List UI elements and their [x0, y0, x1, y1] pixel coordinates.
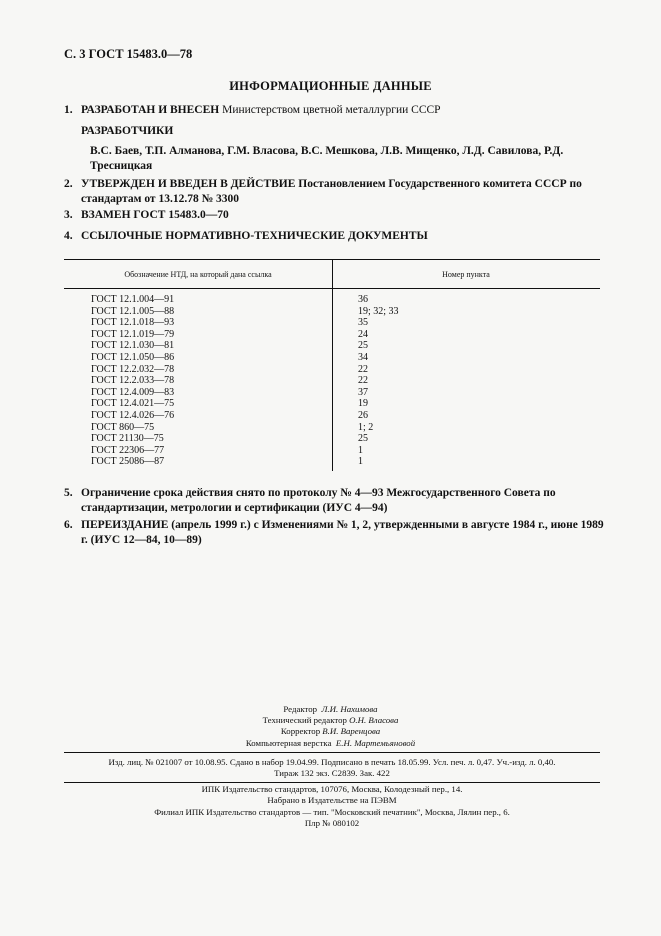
table-col-clause: [358, 294, 399, 468]
table-cell: ГОСТ 12.4.021—75: [91, 398, 175, 410]
item-text: Министерством цветной металлургии СССР: [219, 104, 441, 116]
table-cell: 25: [358, 340, 368, 352]
table-cell: 19; 32; 33: [358, 305, 399, 317]
item-number: 2.: [64, 178, 73, 190]
table-cell: 26: [358, 409, 368, 421]
table-cell: ГОСТ 12.1.050—86: [91, 351, 175, 363]
table-cell: ГОСТ 12.2.033—78: [91, 375, 175, 387]
print-info-line: Изд. лиц. № 021007 от 10.08.95. Сдано в набор 19.04.99. Подписано в печать 18.05.99. Усл. печ. л. 0,47. Уч.-изд. л. 0,40.: [108, 757, 556, 767]
item-heading: УТВЕРЖДЕН И ВВЕДЕН В ДЕЙСТВИЕ: [81, 178, 296, 190]
table-cell: ГОСТ 12.1.030—81: [91, 340, 175, 352]
table-cell: 24: [358, 328, 368, 340]
table-cell: 1; 2: [358, 421, 374, 433]
item-heading: ПЕРЕИЗДАНИЕ (апрель 1999 г.) с Изменениями № 1, 2, утвержденными в августе 1984 г., июне 1989 г. (ИУС 12—84, 10—89): [81, 519, 604, 546]
table-cell: ГОСТ 22306—77: [91, 444, 165, 456]
info-item-6: [64, 518, 604, 548]
table-cell: ГОСТ 12.4.009—83: [91, 386, 175, 398]
developers-list: В.С. Баев, Т.П. Алманова, Г.М. Власова, В.С. Мешкова, Л.В. Мищенко, Л.Д. Савилова, Р.Д. Тресницкая: [90, 145, 564, 172]
item-heading: Ограничение срока действия снято по протоколу № 4—93 Межгосударственного Совета по стандартизации, метрологии и сертификации (ИУС 4—94): [81, 487, 556, 514]
info-item-3: [64, 208, 604, 223]
table-header-clause: Номер пункта: [442, 270, 490, 279]
table-cell: 37: [358, 386, 368, 398]
table-cell: 19: [358, 398, 368, 410]
table-cell: 22: [358, 375, 368, 387]
page-title: ИНФОРМАЦИОННЫЕ ДАННЫЕ: [229, 79, 432, 93]
table-cell: ГОСТ 12.2.032—78: [91, 363, 175, 375]
table-cell: ГОСТ 12.1.019—79: [91, 328, 175, 340]
table-cell: ГОСТ 12.1.018—93: [91, 317, 175, 329]
credit-line: Компьютерная верстка Е.Н. Мартемьяновой: [245, 737, 416, 748]
info-item-4: [64, 229, 604, 244]
item-text: Постановлением Государственного комитета СССР по стандартам от 13.12.78 № 3300: [81, 178, 582, 205]
table-col-ntd: [91, 294, 174, 468]
imprint-rule-bottom: [64, 782, 600, 783]
table-cell: 1: [358, 444, 363, 456]
table-header-ntd: Обозначение НТД, на который дана ссылка: [124, 270, 272, 279]
item-heading: ВЗАМЕН ГОСТ 15483.0—70: [81, 209, 229, 221]
credit-line: Редактор Л.И. Нахимова: [283, 704, 378, 714]
item-number: 1.: [64, 104, 73, 116]
imprint-rule-top: [64, 752, 600, 753]
table-cell: 36: [358, 294, 368, 305]
table-cell: ГОСТ 12.4.026—76: [91, 409, 175, 421]
info-item-1: [64, 103, 604, 118]
table-cell: ГОСТ 21130—75: [91, 433, 164, 445]
publisher-line: Набрано в Издательстве на ПЭВМ: [267, 795, 397, 806]
table-cell: 35: [358, 317, 368, 329]
table-cell: ГОСТ 12.1.005—88: [91, 305, 175, 317]
item-heading: ССЫЛОЧНЫЕ НОРМАТИВНО-ТЕХНИЧЕСКИЕ ДОКУМЕНТЫ: [81, 230, 428, 242]
table-cell: 34: [358, 351, 368, 363]
page-header: С. 3 ГОСТ 15483.0—78: [64, 47, 193, 61]
item-heading: РАЗРАБОТАН И ВНЕСЕН: [81, 104, 220, 116]
table-cell: ГОСТ 12.1.004—91: [91, 294, 175, 305]
table-cell: ГОСТ 860—75: [91, 421, 155, 433]
credit-line: Корректор В.И. Варенцова: [280, 726, 381, 737]
print-info-line: Тираж 132 экз. С2839. Зак. 422: [274, 768, 390, 779]
table-cell: 22: [358, 363, 368, 375]
editorial-credits: [0, 704, 661, 749]
item-number: 6.: [64, 519, 73, 531]
table-column-divider: [332, 259, 333, 471]
item-number: 3.: [64, 209, 73, 221]
credit-line: Технический редактор О.Н. Власова: [262, 715, 399, 726]
publisher-info: [60, 784, 604, 829]
developers-label: РАЗРАБОТЧИКИ: [81, 125, 174, 137]
info-item-5: [64, 486, 604, 516]
table-cell: 25: [358, 433, 368, 445]
item-number: 5.: [64, 487, 73, 499]
print-info: [60, 757, 604, 780]
table-cell: 1: [358, 456, 363, 468]
publisher-line: Филиал ИПК Издательство стандартов — тип. "Московский печатник", Москва, Лялин пер., 6.: [154, 806, 510, 817]
item-number: 4.: [64, 230, 73, 242]
table-cell: ГОСТ 25086—87: [91, 456, 165, 468]
publisher-line: Плр № 080102: [304, 817, 360, 828]
info-item-2: [64, 177, 604, 207]
publisher-line: ИПК Издательство стандартов, 107076, Москва, Колодезный пер., 14.: [201, 784, 463, 794]
